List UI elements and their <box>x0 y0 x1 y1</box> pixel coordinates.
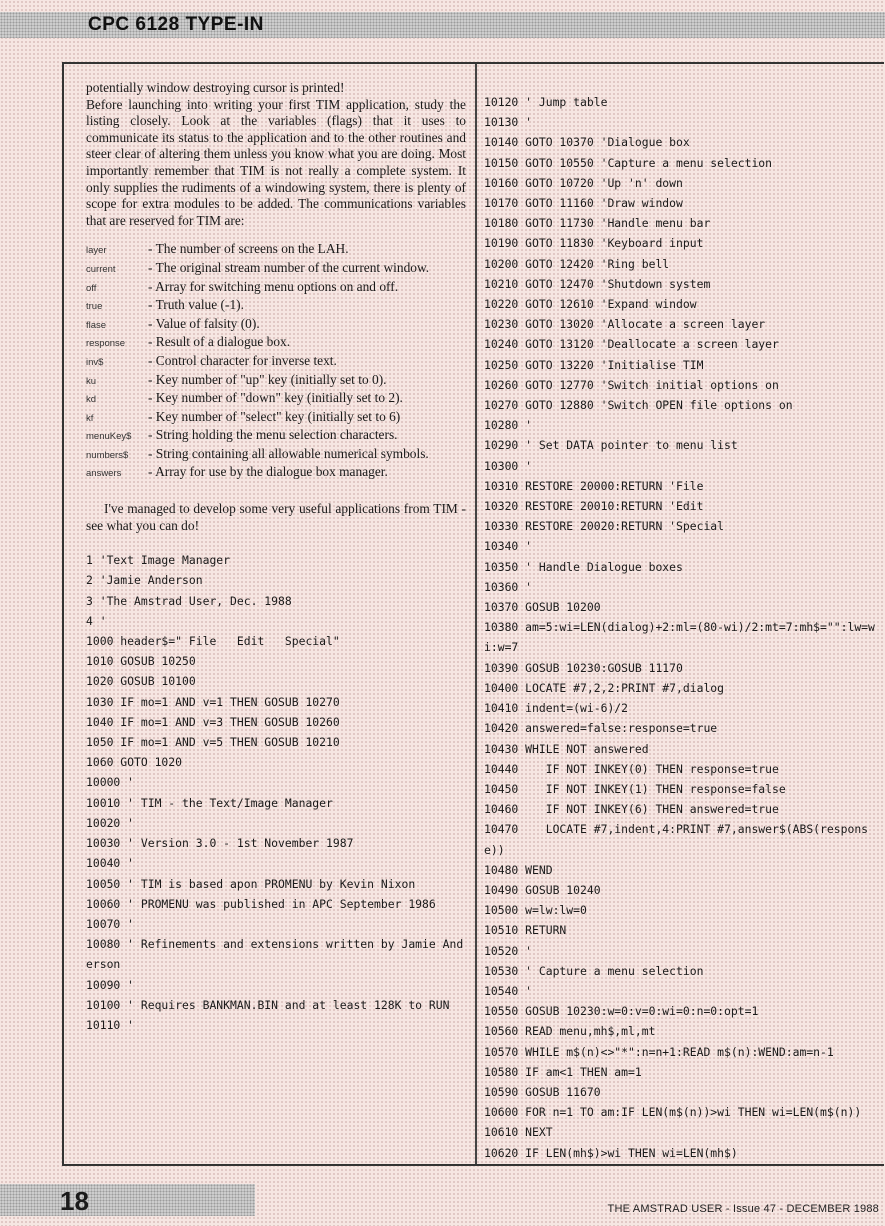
variable-desc: - Truth value (-1). <box>148 297 244 313</box>
code-line: 10460 IF NOT INKEY(6) THEN answered=true <box>484 802 779 817</box>
code-line: 10050 ' TIM is based apon PROMENU by Kevin Nixon <box>86 876 416 891</box>
code-line: 10210 GOTO 12470 'Shutdown system <box>484 276 711 291</box>
variable-desc: - Array for switching menu options on and off. <box>148 278 399 294</box>
variable-name: numbers$ <box>86 449 129 461</box>
variable-desc: - Key number of "down" key (initially set to 2). <box>148 390 403 406</box>
code-line: 10480 WEND <box>484 862 553 877</box>
code-line: 10280 ' <box>484 418 533 433</box>
code-line: 10540 ' <box>484 983 533 998</box>
variable-name: kd <box>86 394 97 406</box>
page-number: 18 <box>60 1186 89 1216</box>
code-line: 10440 IF NOT INKEY(0) THEN response=true <box>484 761 779 776</box>
variable-row <box>86 316 466 335</box>
variable-row <box>86 297 466 316</box>
variable-row <box>86 353 466 372</box>
code-line: 10320 RESTORE 20010:RETURN 'Edit <box>484 499 704 514</box>
variable-row <box>86 427 466 446</box>
variable-row <box>86 464 466 483</box>
variable-name: menuKey$ <box>86 431 132 443</box>
code-line: 2 'Jamie Anderson <box>86 573 203 588</box>
code-line: 10340 ' <box>484 539 533 554</box>
code-line: 3 'The Amstrad User, Dec. 1988 <box>86 593 292 608</box>
variable-name: inv$ <box>86 356 104 368</box>
code-line: 1040 IF mo=1 AND v=3 THEN GOSUB 10260 <box>86 714 340 729</box>
variable-name: answers <box>86 468 122 480</box>
variable-desc: - Key number of "select" key (initially set to 6) <box>148 408 401 424</box>
code-line: 10530 ' Capture a menu selection <box>484 963 704 978</box>
code-line: 10140 GOTO 10370 'Dialogue box <box>484 135 690 150</box>
variable-row <box>86 279 466 298</box>
code-line: 10520 ' <box>484 943 533 958</box>
variable-desc: - Array for use by the dialogue box manager. <box>148 464 388 480</box>
code-line: 10580 IF am<1 THEN am=1 <box>484 1064 642 1079</box>
variable-desc: - Result of a dialogue box. <box>148 334 291 350</box>
code-line: 10240 GOTO 13120 'Deallocate a screen layer <box>484 337 779 352</box>
intro-paragraph: potentially window destroying cursor is printed! <box>86 80 345 95</box>
variable-desc: - Value of falsity (0). <box>148 315 260 331</box>
code-line: 10360 ' <box>484 579 533 594</box>
variable-name: off <box>86 282 97 294</box>
code-line: 10130 ' <box>484 115 533 130</box>
code-line: 10490 GOSUB 10240 <box>484 882 601 897</box>
code-line: 1030 IF mo=1 AND v=1 THEN GOSUB 10270 <box>86 694 340 709</box>
code-line: 10220 GOTO 12610 'Expand window <box>484 297 697 312</box>
code-line: 10060 ' PROMENU was published in APC September 1986 <box>86 896 436 911</box>
code-line: 10070 ' <box>86 916 135 931</box>
code-line: 10500 w=lw:lw=0 <box>484 903 587 918</box>
code-line: 10190 GOTO 11830 'Keyboard input <box>484 236 704 251</box>
code-line: 10250 GOTO 13220 'Initialise TIM <box>484 357 704 372</box>
variable-name: ku <box>86 375 97 387</box>
variable-row <box>86 334 466 353</box>
variable-desc: - Control character for inverse text. <box>148 352 337 368</box>
variable-row <box>86 390 466 409</box>
variable-name: true <box>86 301 103 313</box>
code-line: 10570 WHILE m$(n)<>"*":n=n+1:READ m$(n):WEND:am=n-1 <box>484 1044 834 1059</box>
page-number-band <box>0 1184 255 1216</box>
code-line: 10560 READ menu,mh$,ml,mt <box>484 1024 656 1039</box>
code-line: 10400 LOCATE #7,2,2:PRINT #7,dialog <box>484 680 725 695</box>
variable-name: current <box>86 263 116 275</box>
code-line: 1000 header$=" File Edit Special" <box>86 634 340 649</box>
code-line: 10430 WHILE NOT answered <box>484 741 649 756</box>
publication-footer: THE AMSTRAD USER - Issue 47 - DECEMBER 1988 <box>607 1203 879 1215</box>
code-line: 10600 FOR n=1 TO am:IF LEN(m$(n))>wi THEN wi=LEN(m$(n)) <box>484 1105 862 1120</box>
code-line: 1060 GOTO 1020 <box>86 755 183 770</box>
variable-desc: - Key number of "up" key (initially set to 0). <box>148 371 387 387</box>
code-line: 10230 GOTO 13020 'Allocate a screen layer <box>484 317 766 332</box>
code-line: 10120 ' Jump table <box>484 95 608 109</box>
variable-name: response <box>86 338 126 350</box>
code-line: 10380 am=5:wi=LEN(dialog)+2:ml=(80-wi)/2:mt=7:mh$="":lw=wi:w=7 <box>484 620 875 655</box>
code-line: 10590 GOSUB 11670 <box>484 1084 601 1099</box>
code-line: 10350 ' Handle Dialogue boxes <box>484 559 683 574</box>
code-line: 1050 IF mo=1 AND v=5 THEN GOSUB 10210 <box>86 735 340 750</box>
variable-name: layer <box>86 245 107 257</box>
variable-row <box>86 409 466 428</box>
variable-name: flase <box>86 319 107 331</box>
code-line: 10420 answered=false:response=true <box>484 721 718 736</box>
code-line: 4 ' <box>86 613 107 628</box>
code-line: 10310 RESTORE 20000:RETURN 'File <box>484 478 704 493</box>
variable-row <box>86 372 466 391</box>
code-line: 10510 RETURN <box>484 923 567 938</box>
code-line: 10270 GOTO 12880 'Switch OPEN file options on <box>484 398 793 413</box>
code-line: 10370 GOSUB 10200 <box>484 600 601 615</box>
variable-desc: - String containing all allowable numerical symbols. <box>148 445 429 461</box>
code-line: 10470 LOCATE #7,indent,4:PRINT #7,answer$(ABS(response)) <box>484 822 869 857</box>
code-listing-left <box>86 550 466 1035</box>
code-line: 10040 ' <box>86 856 135 871</box>
variable-row <box>86 446 466 465</box>
code-listing-right <box>484 92 882 1163</box>
code-line: 10160 GOTO 10720 'Up 'n' down <box>484 175 683 190</box>
code-line: 10620 IF LEN(mh$)>wi THEN wi=LEN(mh$) <box>484 1145 738 1160</box>
variable-desc: - String holding the menu selection characters. <box>148 427 398 443</box>
code-line: 10100 ' Requires BANKMAN.BIN and at least 128K to RUN <box>86 997 450 1012</box>
code-line: 10170 GOTO 11160 'Draw window <box>484 196 683 211</box>
column-divider <box>475 64 477 1164</box>
section-title: CPC 6128 TYPE-IN <box>88 14 264 35</box>
body-paragraph: Before launching into writing your first TIM application, study the listing closely. Look at the variables (flags) that it uses to communicate its status to the application and to the other routines and steer clear of altering them unless you know what you are doing. Most importantly remember that TIM is not really a complete system. It only supplies the rudiments of a windowing system, there is plenty of scope for extra modules to be added. The communications variables that are reserved for TIM are: <box>86 96 466 228</box>
code-line: 10450 IF NOT INKEY(1) THEN response=false <box>484 781 786 796</box>
right-column <box>484 92 882 1163</box>
code-line: 10290 ' Set DATA pointer to menu list <box>484 438 738 453</box>
code-line: 10260 GOTO 12770 'Switch initial options on <box>484 377 779 392</box>
code-line: 10000 ' <box>86 775 135 790</box>
code-line: 10010 ' TIM - the Text/Image Manager <box>86 795 333 810</box>
code-line: 10020 ' <box>86 815 135 830</box>
code-line: 10080 ' Refinements and extensions written by Jamie Anderson <box>86 937 464 972</box>
code-line: 1010 GOSUB 10250 <box>86 654 196 669</box>
code-line: 10150 GOTO 10550 'Capture a menu selection <box>484 155 773 170</box>
code-line: 10180 GOTO 11730 'Handle menu bar <box>484 216 711 231</box>
code-line: 1 'Text Image Manager <box>86 553 231 568</box>
code-line: 10550 GOSUB 10230:w=0:v=0:wi=0:n=0:opt=1 <box>484 1004 759 1019</box>
left-column <box>86 80 466 1035</box>
code-line: 1020 GOSUB 10100 <box>86 674 196 689</box>
code-line: 10300 ' <box>484 458 533 473</box>
code-line: 10200 GOTO 12420 'Ring bell <box>484 256 670 271</box>
code-line: 10330 RESTORE 20020:RETURN 'Special <box>484 519 725 534</box>
variable-desc: - The number of screens on the LAH. <box>148 241 349 257</box>
variable-name: kf <box>86 412 94 424</box>
code-line: 10610 NEXT <box>484 1125 553 1140</box>
closing-paragraph: I've managed to develop some very useful applications from TIM - see what you can do! <box>86 501 466 533</box>
code-line: 10110 ' <box>86 1017 135 1032</box>
variable-row <box>86 241 466 260</box>
code-line: 10030 ' Version 3.0 - 1st November 1987 <box>86 836 354 851</box>
code-line: 10090 ' <box>86 977 135 992</box>
code-line: 10410 indent=(wi-6)/2 <box>484 701 629 716</box>
code-line: 10390 GOSUB 10230:GOSUB 11170 <box>484 660 683 675</box>
variable-desc: - The original stream number of the current window. <box>148 259 430 275</box>
variable-list <box>86 241 466 483</box>
variable-row <box>86 260 466 279</box>
